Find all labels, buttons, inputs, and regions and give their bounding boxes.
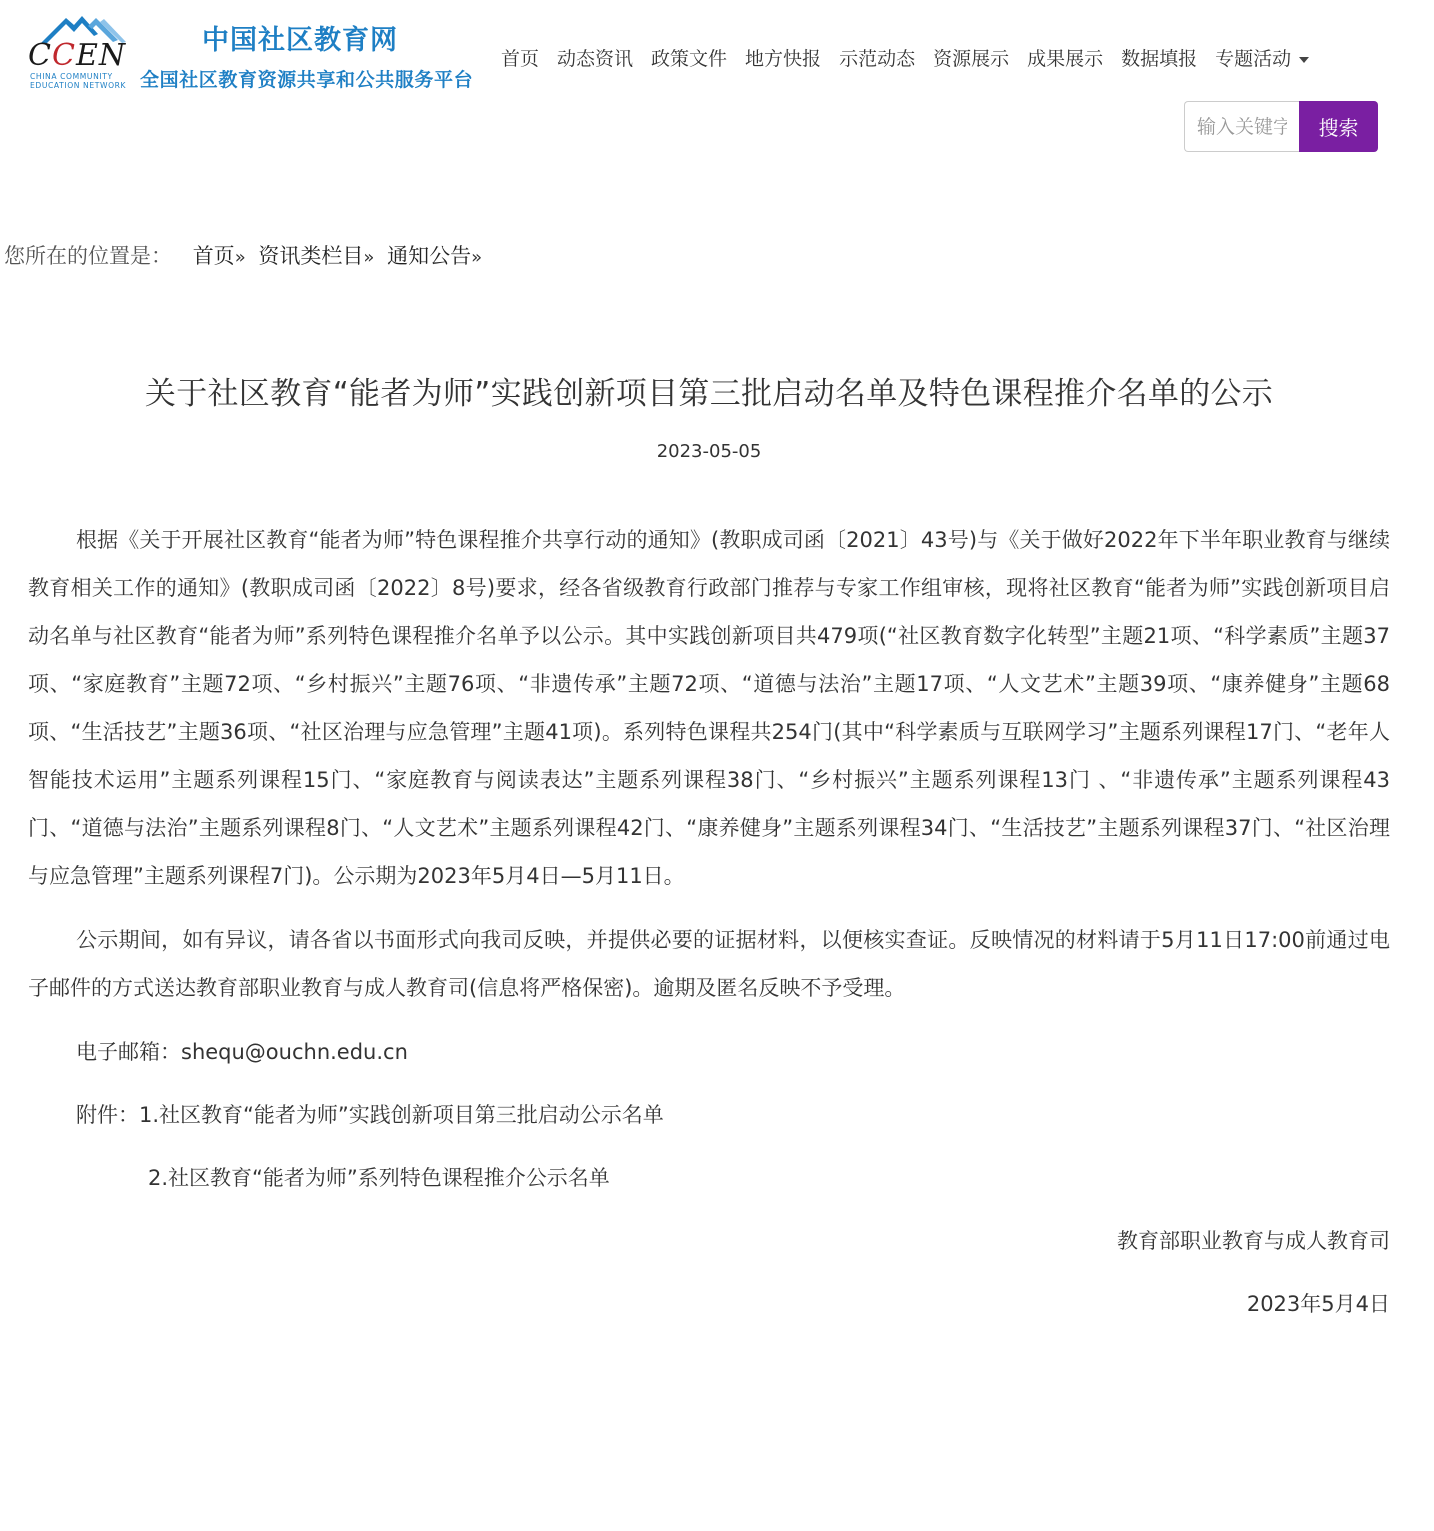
article-signature: 教育部职业教育与成人教育司 [1117, 1229, 1390, 1253]
site-subtitle: 全国社区教育资源共享和公共服务平台 [140, 69, 474, 91]
breadcrumb-home[interactable]: 首页 [192, 244, 235, 268]
site-logo-link[interactable] [28, 12, 478, 94]
search-form [1184, 101, 1378, 152]
nav-item-local-reports[interactable]: 地方快报 [745, 48, 822, 70]
breadcrumb [4, 240, 488, 274]
nav-item-label: 专题活动 [1215, 48, 1292, 70]
logo-letters: CCEN [28, 38, 127, 73]
article-signed-date: 2023年5月4日 [1246, 1292, 1390, 1316]
attachment-line [28, 1091, 1390, 1139]
email-link[interactable]: shequ@ouchn.edu.cn [181, 1040, 408, 1064]
nav-item-policy[interactable]: 政策文件 [651, 48, 728, 70]
site-header [0, 0, 1434, 170]
attachments-label: 附件： [76, 1103, 139, 1127]
breadcrumb-separator: » [234, 247, 246, 268]
nav-item-home[interactable]: 首页 [501, 48, 540, 70]
breadcrumb-label: 您所在的位置是： [4, 244, 172, 268]
breadcrumb-separator: » [471, 247, 483, 268]
article [28, 370, 1390, 1343]
attachment-line [28, 1154, 1390, 1202]
site-title: 中国社区教育网 [202, 25, 398, 56]
article-body [28, 516, 1390, 1328]
breadcrumb-notices[interactable]: 通知公告 [387, 244, 472, 268]
nav-item-news[interactable]: 动态资讯 [557, 48, 634, 70]
nav-item-achievements[interactable]: 成果展示 [1027, 48, 1104, 70]
search-input[interactable] [1184, 101, 1299, 152]
caret-down-icon [1299, 57, 1309, 63]
nav-item-data-report[interactable]: 数据填报 [1121, 48, 1198, 70]
breadcrumb-separator: » [363, 247, 375, 268]
logo-english-name: CHINA COMMUNITY EDUCATION NETWORK [30, 72, 127, 90]
article-date: 2023-05-05 [656, 441, 762, 462]
article-paragraph: 根据《关于开展社区教育“能者为师”特色课程推介共享行动的通知》(教职成司函〔2021〕43号)与《关于做好2022年下半年职业教育与继续教育相关工作的通知》(教职成司函〔2022〕8号)要求，经各省级教育行政部门推荐与专家工作组审核，现将社区教育“能者为师”实践创新项目启动名单与社区教育“能者为师”系列特色课程推介名单予以公示。其中实践创新项目共479项(“社区教育数字化转型”主题21项、“科学素质”主题37项、“家庭教育”主题72项、“乡村振兴”主题76项、“非遗传承”主题72项、“道德与法治”主题17项、“人文艺术”主题39项、“康养健身”主题68项、“生活技艺”主题36项、“社区治理与应急管理”主题41项)。系列特色课程共254门(其中“科学素质与互联网学习”主题系列课程17门、“老年人智能技术运用”主题系列课程15门、“家庭教育与阅读表达”主题系列课程38门、“乡村振兴”主题系列课程13门 、“非遗传承”主题系列课程43门、“道德与法治”主题系列课程8门、“人文艺术”主题系列课程42门、“康养健身”主题系列课程34门、“生活技艺”主题系列课程37门、“社区治理与应急管理”主题系列课程7门)。公示期为2023年5月4日—5月11日。 [28, 528, 1390, 888]
breadcrumb-news-category[interactable]: 资讯类栏目 [258, 244, 364, 268]
article-title: 关于社区教育“能者为师”实践创新项目第三批启动名单及特色课程推介名单的公示 [144, 376, 1274, 412]
main-nav [492, 42, 1318, 76]
attachment-link-2[interactable]: 2.社区教育“能者为师”系列特色课程推介公示名单 [148, 1166, 610, 1190]
nav-item-special-events-dropdown[interactable] [1206, 42, 1318, 76]
attachment-link-1[interactable]: 1.社区教育“能者为师”实践创新项目第三批启动公示名单 [139, 1103, 664, 1127]
search-button[interactable]: 搜索 [1299, 101, 1378, 152]
email-line [28, 1028, 1390, 1076]
nav-item-resources[interactable]: 资源展示 [933, 48, 1010, 70]
article-paragraph: 公示期间，如有异议，请各省以书面形式向我司反映，并提供必要的证据材料，以便核实查证。反映情况的材料请于5月11日17:00前通过电子邮件的方式送达教育部职业教育与成人教育司(信息将严格保密)。逾期及匿名反映不予受理。 [28, 928, 1390, 1000]
nav-item-demo-news[interactable]: 示范动态 [839, 48, 916, 70]
ccen-logo-mark [28, 12, 136, 90]
email-label: 电子邮箱： [76, 1040, 181, 1064]
